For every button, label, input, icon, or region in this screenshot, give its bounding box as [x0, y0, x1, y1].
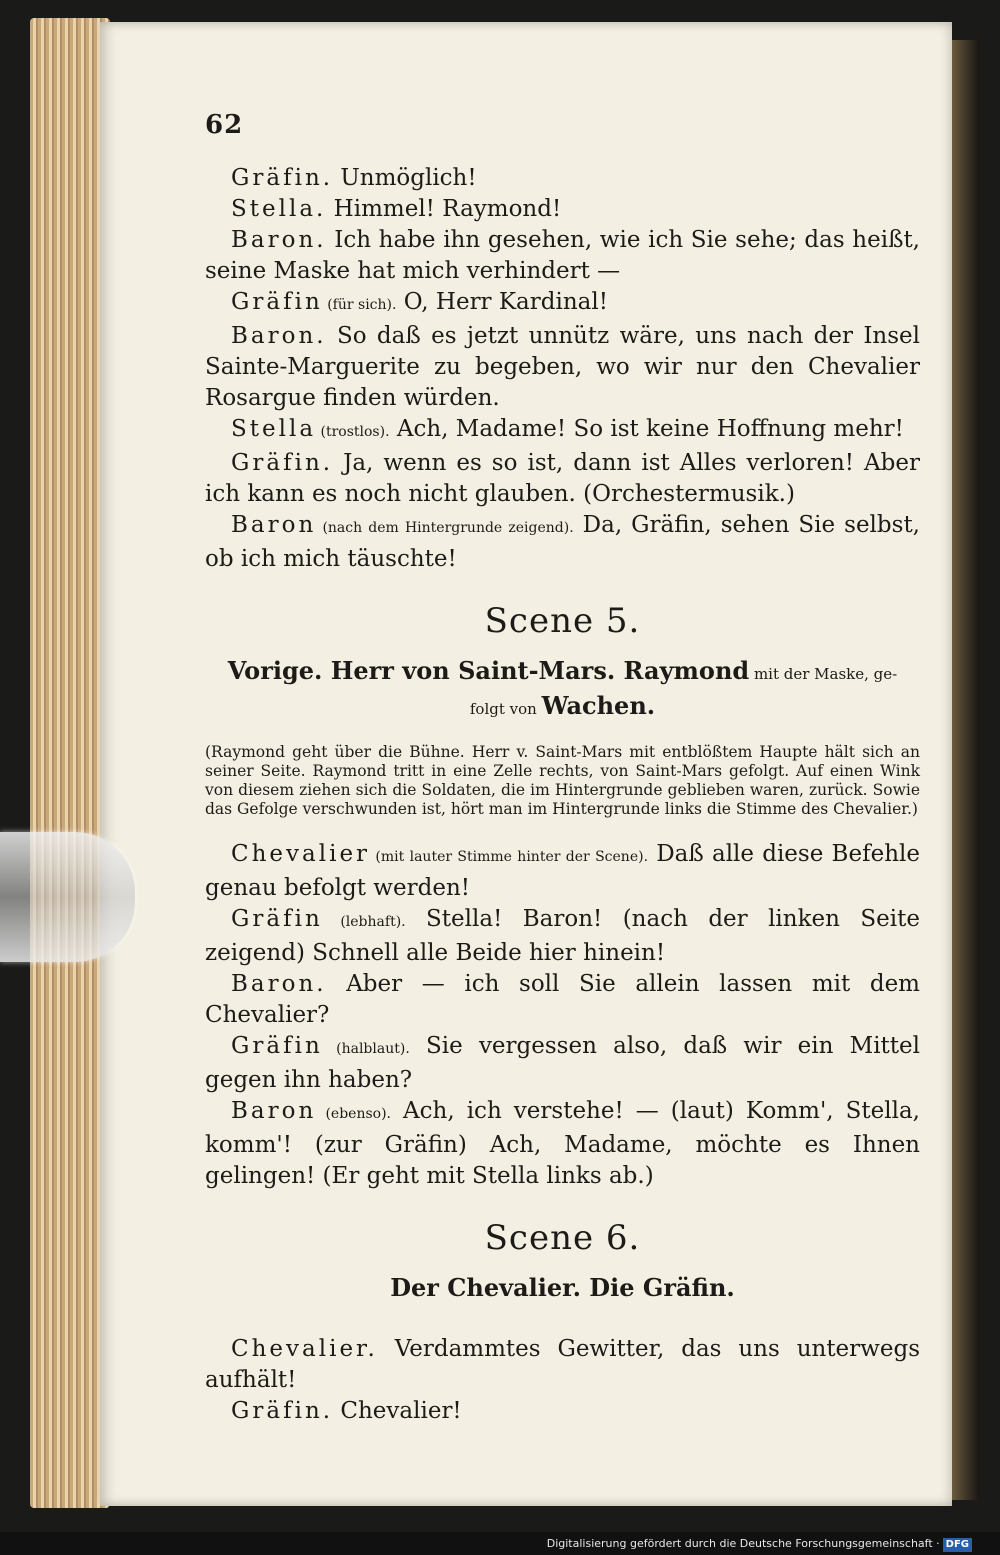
page-clip	[0, 832, 135, 962]
scene-5-stage-direction: (Raymond geht über die Bühne. Herr v. Saint-Mars mit entblößtem Haupte hält sich an seiner Seite. Raymond tritt in eine Zelle rechts, von Saint-Mars gefolgt. Auf einen Wink von diesem ziehen sich die Soldaten, die im Hintergrunde geblieben waren, zurück. Sowie das Gefolge verschwunden ist, hört man im Hintergrunde links die Stimme des Chevalier.)	[205, 743, 920, 818]
dialogue-block-a	[205, 163, 920, 575]
line-text: Sie vergessen also, daß wir ein Mittel gegen ihn haben?	[205, 1033, 921, 1093]
line-text: Ja, wenn es so ist, dann ist Alles verloren! Aber ich kann es noch nicht glauben. (Orchestermusik.)	[205, 450, 920, 507]
cast-names: Vorige. Herr von Saint-Mars. Raymond	[227, 656, 750, 685]
stage-direction: (mit lauter Stimme hinter der Scene).	[370, 849, 649, 865]
speaker: Baron.	[231, 971, 327, 997]
page-content	[205, 110, 920, 1427]
line-text: Chevalier!	[333, 1398, 462, 1424]
line-text: Ach, Madame! So ist keine Hoffnung mehr!	[389, 416, 904, 442]
speaker: Baron	[231, 512, 317, 538]
dialogue-line	[205, 839, 920, 904]
speaker: Baron.	[231, 227, 327, 253]
stage-direction: (ebenso).	[316, 1106, 391, 1122]
dialogue-line	[205, 414, 920, 448]
dfg-logo: DFG	[943, 1538, 972, 1552]
dialogue-line	[205, 225, 920, 287]
speaker: Baron	[231, 1098, 317, 1124]
line-text: So daß es jetzt unnütz wäre, uns nach der Insel Sainte-Marguerite zu begeben, wo wir nur den Chevalier Rosargue finden würden.	[205, 323, 920, 411]
speaker: Gräfin	[231, 906, 323, 932]
dialogue-block-c	[205, 1334, 920, 1427]
dialogue-line	[205, 510, 920, 575]
scene-6-heading: Scene 6.	[484, 1218, 641, 1258]
stage-direction: (halblaut).	[322, 1041, 410, 1057]
dialogue-line	[205, 969, 920, 1031]
dialogue-line	[205, 1396, 920, 1427]
line-text: Stella! Baron! (nach der linken Seite zeigend) Schnell alle Beide hier hinein!	[205, 906, 920, 966]
speaker: Stella.	[231, 196, 327, 222]
dialogue-line	[205, 287, 920, 321]
stage-direction: (nach dem Hintergrunde zeigend).	[316, 520, 574, 536]
dialogue-line	[205, 904, 920, 969]
scene-5-heading: Scene 5.	[484, 601, 641, 641]
dialogue-line	[205, 1096, 920, 1192]
stage-direction: (für sich).	[322, 297, 397, 313]
speaker: Gräfin.	[231, 1398, 334, 1424]
line-text: Da, Gräfin, sehen Sie selbst, ob ich mich täuschte!	[205, 512, 920, 572]
speaker: Gräfin.	[231, 165, 334, 191]
cast-guards: Wachen.	[541, 691, 656, 720]
footer-bar	[0, 1532, 1000, 1555]
line-text: O, Herr Kardinal!	[396, 289, 608, 315]
book-page-edges	[30, 18, 110, 1508]
dialogue-line	[205, 194, 920, 225]
funding-note: Digitalisierung gefördert durch die Deutsche Forschungsgemeinschaft ·	[546, 1537, 940, 1550]
speaker: Gräfin.	[231, 450, 334, 476]
line-text: Aber — ich soll Sie allein lassen mit dem Chevalier?	[205, 971, 920, 1028]
cast-note: mit der Maske, ge-	[749, 665, 898, 683]
line-text: Unmöglich!	[333, 165, 477, 191]
speaker: Baron.	[231, 323, 327, 349]
dialogue-line	[205, 1031, 920, 1096]
page-number: 62	[205, 110, 244, 140]
dialogue-line	[205, 321, 920, 414]
speaker: Stella	[231, 416, 317, 442]
dialogue-line	[205, 1334, 920, 1396]
speaker: Chevalier.	[231, 1336, 378, 1362]
cast-note-cont: folgt von	[469, 700, 542, 718]
stage-direction: (lebhaft).	[322, 914, 406, 930]
scene-6-cast: Der Chevalier. Die Gräfin.	[390, 1273, 735, 1302]
line-text: Verdammtes Gewitter, das uns unterwegs aufhält!	[205, 1336, 920, 1393]
book-right-edge	[952, 40, 978, 1500]
speaker: Chevalier	[231, 841, 371, 867]
speaker: Gräfin	[231, 1033, 323, 1059]
dialogue-block-b	[205, 839, 920, 1192]
speaker: Gräfin	[231, 289, 323, 315]
scene-5-cast	[205, 655, 920, 725]
line-text: Himmel! Raymond!	[326, 196, 562, 222]
stage-direction: (trostlos).	[316, 424, 390, 440]
line-text: Ach, ich verstehe! — (laut) Komm', Stella, komm'! (zur Gräfin) Ach, Madame, möchte es Ihnen gelingen! (Er geht mit Stella links ab.)	[205, 1098, 920, 1189]
line-text: Daß alle diese Befehle genau befolgt werden!	[205, 841, 920, 901]
line-text: Ich habe ihn gesehen, wie ich Sie sehe; das heißt, seine Maske hat mich verhindert —	[205, 227, 920, 284]
dialogue-line	[205, 448, 920, 510]
dialogue-line	[205, 163, 920, 194]
